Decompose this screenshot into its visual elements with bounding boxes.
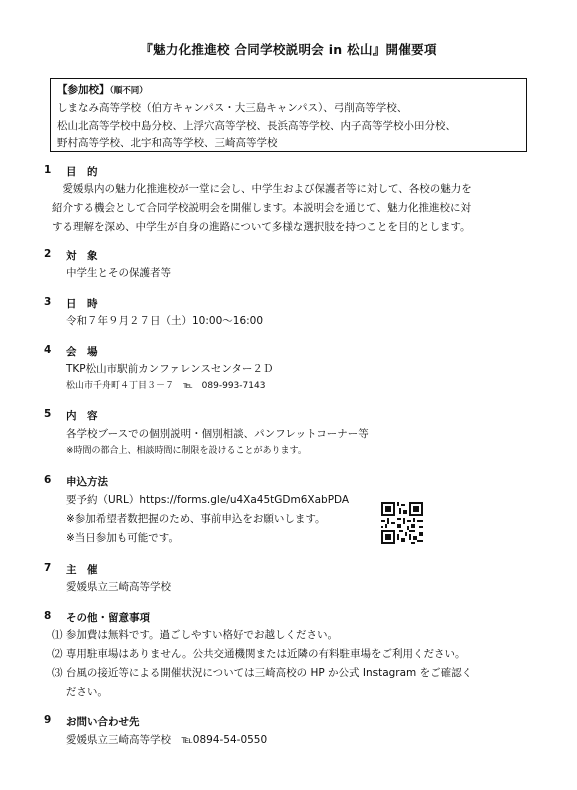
section-number: 2: [44, 248, 52, 260]
participants-heading-label: 【参加校】: [57, 84, 110, 96]
section-number: 5: [44, 408, 52, 420]
content-note: ※時間の都合上、相談時間に制限を設けることがあります。: [66, 446, 307, 456]
participants-line: 松山北高等学校中島分校、上浮穴高等学校、長浜高等学校、内子高等学校小田分校、: [57, 119, 456, 132]
section-heading-organizer: 主 催: [66, 564, 98, 576]
section-body-line: する理解を深め、中学生が自身の進路について多様な選択肢を持つことを目的とします。: [52, 221, 471, 233]
note-item: ⑵ 専用駐車場はありません。公共交通機関または近隣の有料駐車場をご利用ください。: [52, 648, 466, 660]
page-title: 『魅力化推進校 合同学校説明会 in 松山』開催要項: [140, 42, 437, 57]
section-heading-purpose: 目 的: [66, 166, 98, 178]
section-body-line: 中学生とその保護者等: [66, 267, 171, 279]
section-number: 8: [44, 610, 52, 622]
section-heading-application: 申込方法: [66, 476, 108, 488]
participants-heading-note: （順不同）: [109, 86, 148, 96]
section-body-line: 令和７年９月２７日（土）10:00～16:00: [66, 315, 264, 327]
section-heading-notes: その他・留意事項: [66, 612, 150, 624]
note-item: ださい。: [52, 686, 108, 698]
section-body-line: ※参加希望者数把握のため、事前申込をお願いします。: [66, 513, 326, 525]
participants-line: 野村高等学校、北宇和高等学校、三崎高等学校: [57, 137, 278, 149]
section-heading-target: 対 象: [66, 250, 98, 262]
section-number: 4: [44, 344, 52, 356]
section-number: 6: [44, 474, 52, 486]
section-body-line: 愛媛県内の魅力化推進校が一堂に会し、中学生および保護者等に対して、各校の魅力を: [52, 183, 472, 195]
section-body-line: 各学校ブースでの個別説明・個別相談、パンフレットコーナー等: [66, 428, 369, 440]
section-body-line: TKP松山市駅前カンファレンスセンター２Ｄ: [66, 363, 274, 375]
note-item: ⑶ 台風の接近等による開催状況については三崎高校の HP か公式 Instagram をご確認く: [52, 667, 473, 679]
participants-line: しまなみ高等学校（伯方キャンパス・大三島キャンパス）、弓削高等学校、: [57, 102, 408, 114]
participants-box: [50, 78, 527, 152]
section-heading-venue: 会 場: [66, 346, 98, 358]
section-heading-content: 内 容: [66, 410, 98, 422]
section-body-line: 紹介する機会として合同学校説明会を開催します。本説明会を通じて、魅力化推進校に対: [52, 202, 471, 214]
section-heading-contact: お問い合わせ先: [66, 716, 140, 728]
section-body-line: 愛媛県立三崎高等学校 ℡0894-54-0550: [66, 734, 268, 746]
note-item: ⑴ 参加費は無料です。過ごしやすい格好でお越しください。: [52, 629, 338, 641]
section-number: 3: [44, 296, 52, 308]
qr-code-icon[interactable]: [379, 500, 425, 546]
section-body-line: ※当日参加も可能です。: [66, 532, 179, 544]
section-body-line: 愛媛県立三崎高等学校: [66, 581, 171, 593]
section-heading-datetime: 日 時: [66, 298, 98, 310]
section-number: 1: [44, 164, 52, 176]
section-number: 7: [44, 562, 52, 574]
application-url-line[interactable]: 要予約（URL）https://forms.gle/u4Xa45tGDm6XabPDA: [66, 494, 350, 506]
section-number: 9: [44, 714, 52, 726]
venue-address: 松山市千舟町４丁目３－７ ℡ 089-993-7143: [66, 381, 266, 391]
participants-heading: [57, 82, 520, 100]
